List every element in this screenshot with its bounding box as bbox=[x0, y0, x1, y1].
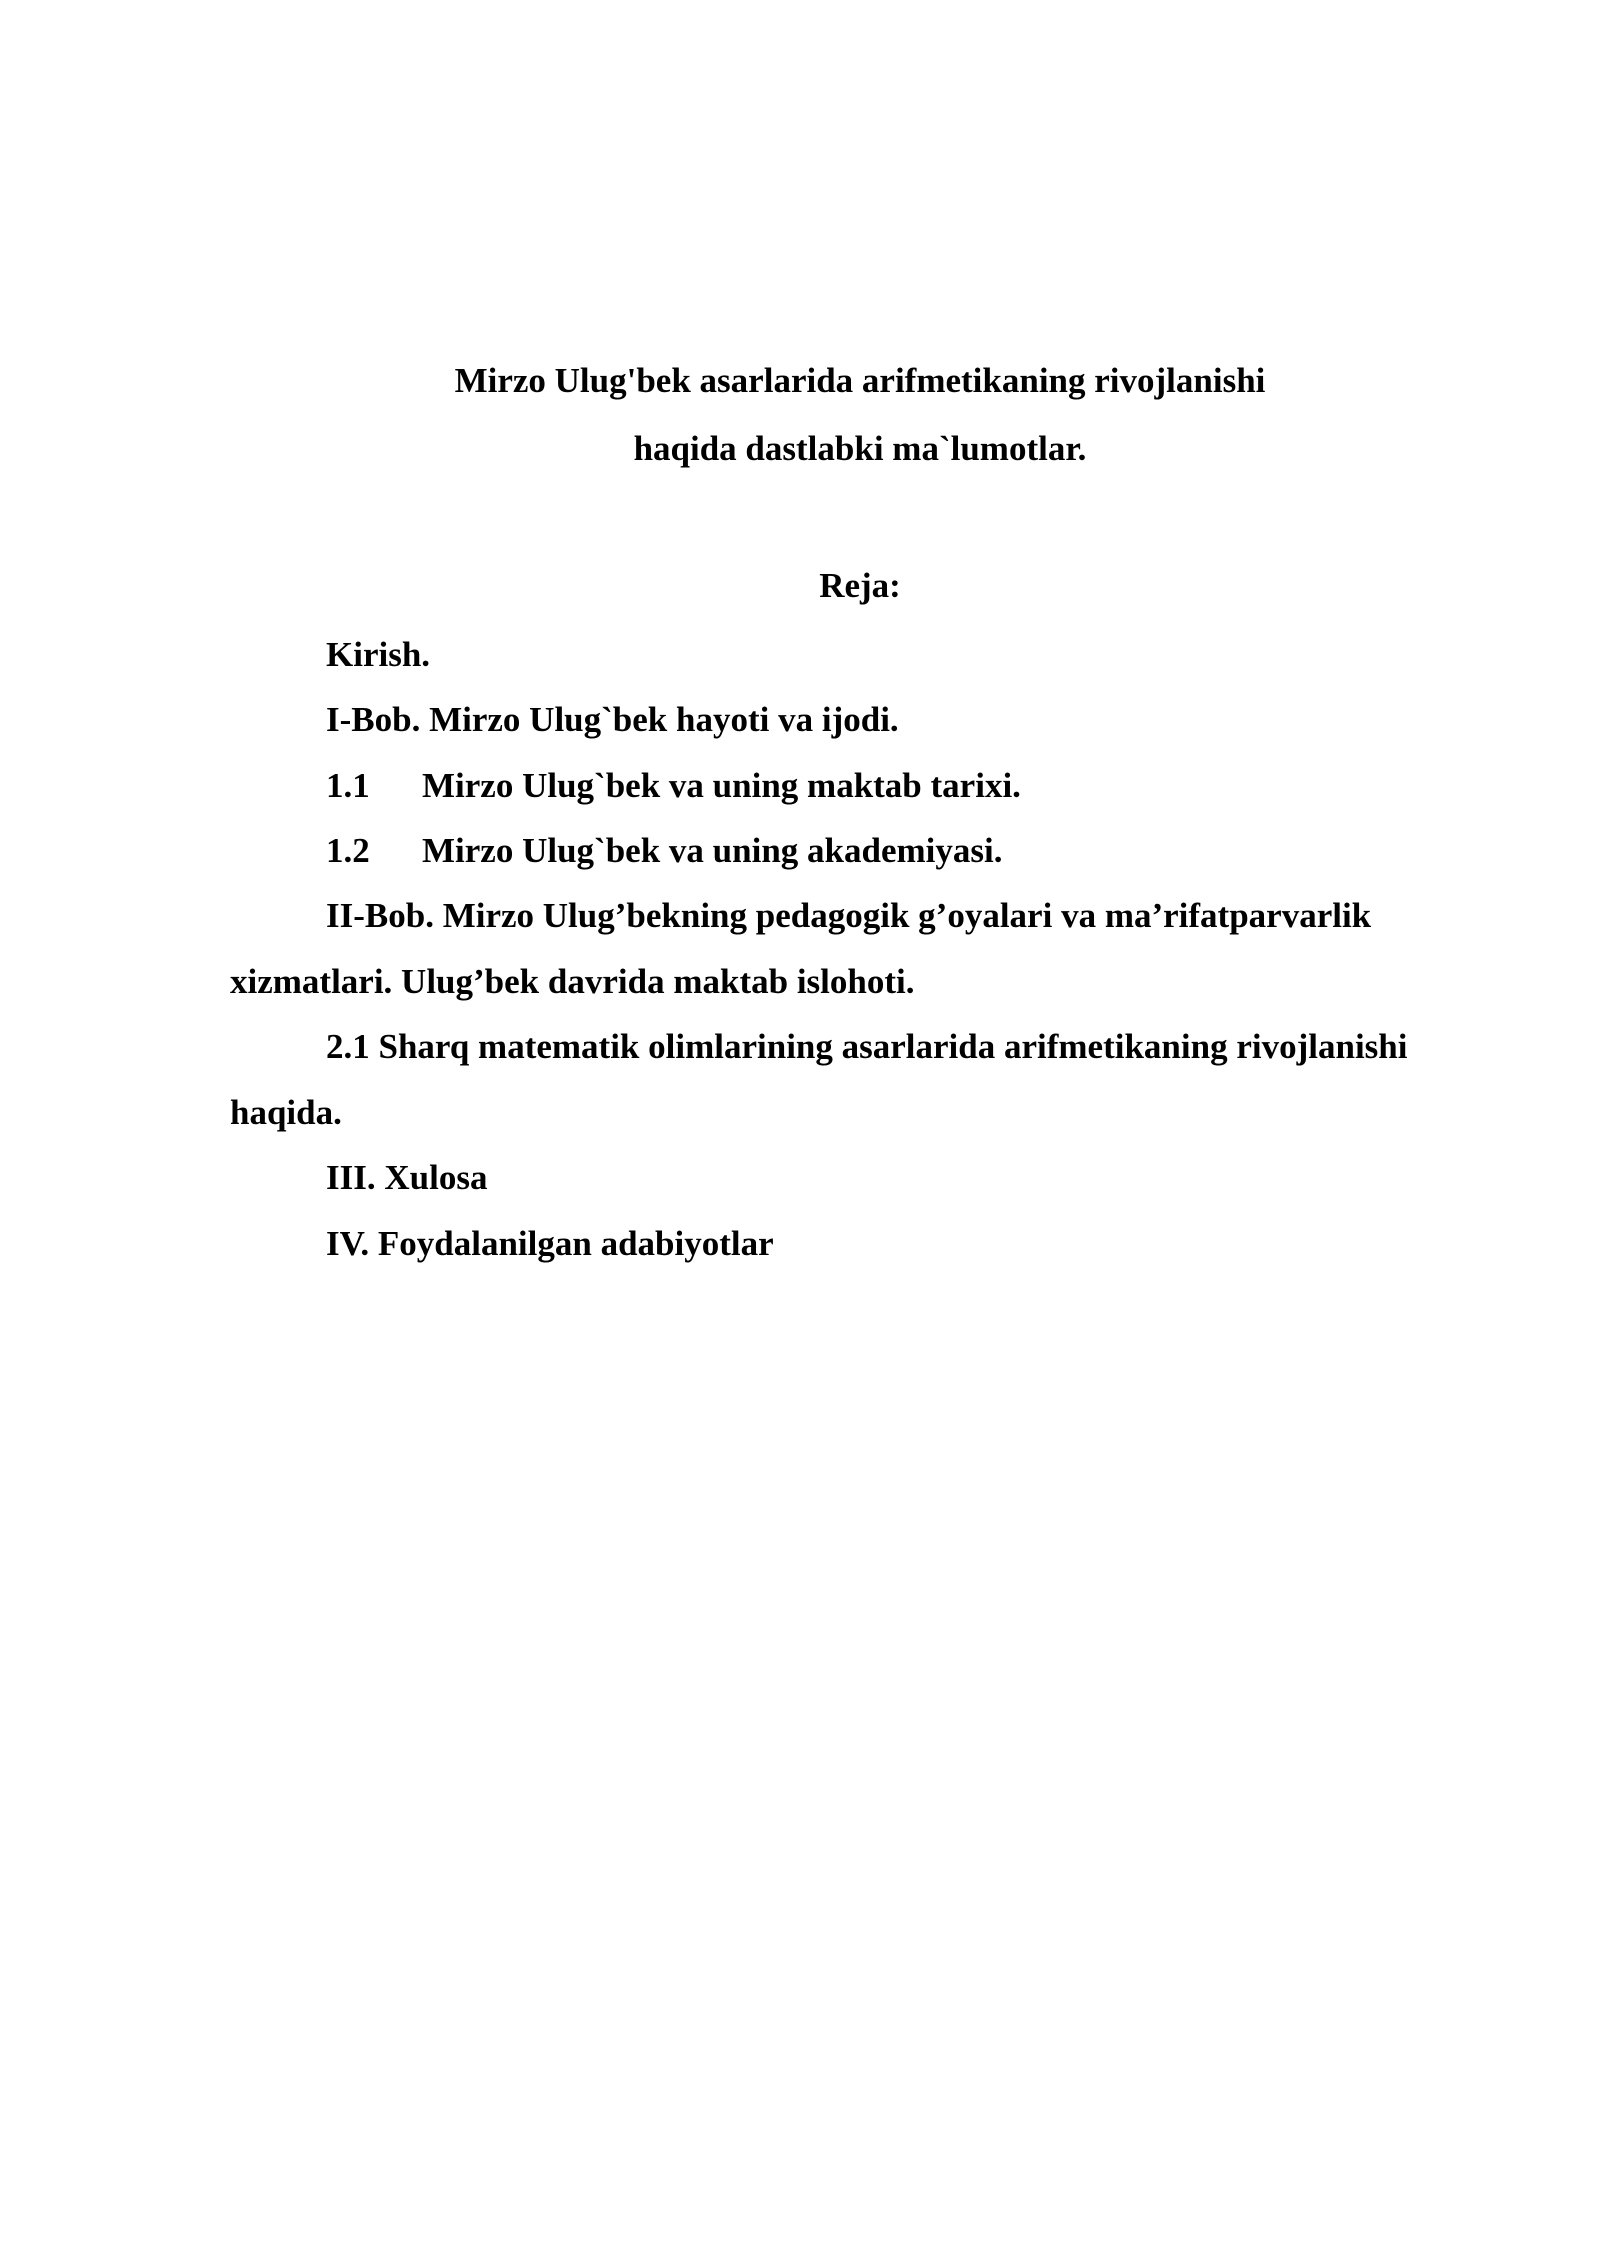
toc-item-introduction: Kirish. bbox=[326, 635, 431, 674]
toc-item-chapter-2-line-1: II-Bob. Mirzo Ulug’bekning pedagogik g’oyalari va ma’rifatparvarlik bbox=[326, 896, 1372, 935]
toc-item-section-1-1 bbox=[326, 766, 1021, 806]
document-title-line-2: haqida dastlabki ma`lumotlar. bbox=[633, 429, 1087, 468]
toc-section-text: Mirzo Ulug`bek va uning maktab tarixi. bbox=[422, 766, 1021, 805]
plan-heading: Reja: bbox=[819, 566, 901, 605]
toc-item-conclusion: III. Xulosa bbox=[326, 1158, 488, 1197]
toc-item-section-2-1-line-1: 2.1 Sharq matematik olimlarining asarlarida arifmetikaning rivojlanishi bbox=[326, 1027, 1408, 1066]
toc-item-chapter-2-line-2: xizmatlari. Ulug’bek davrida maktab islohoti. bbox=[230, 962, 915, 1001]
toc-section-number: 1.1 bbox=[326, 766, 370, 805]
toc-section-number: 1.2 bbox=[326, 831, 370, 870]
toc-item-references: IV. Foydalanilgan adabiyotlar bbox=[326, 1224, 774, 1263]
toc-section-text: Mirzo Ulug`bek va uning akademiyasi. bbox=[422, 831, 1003, 870]
document-title-line-1: Mirzo Ulug'bek asarlarida arifmetikaning rivojlanishi bbox=[454, 361, 1266, 400]
toc-item-chapter-1: I-Bob. Mirzo Ulug`bek hayoti va ijodi. bbox=[326, 700, 899, 739]
toc-item-section-2-1-line-2: haqida. bbox=[230, 1093, 342, 1132]
toc-item-section-1-2 bbox=[326, 831, 1002, 871]
